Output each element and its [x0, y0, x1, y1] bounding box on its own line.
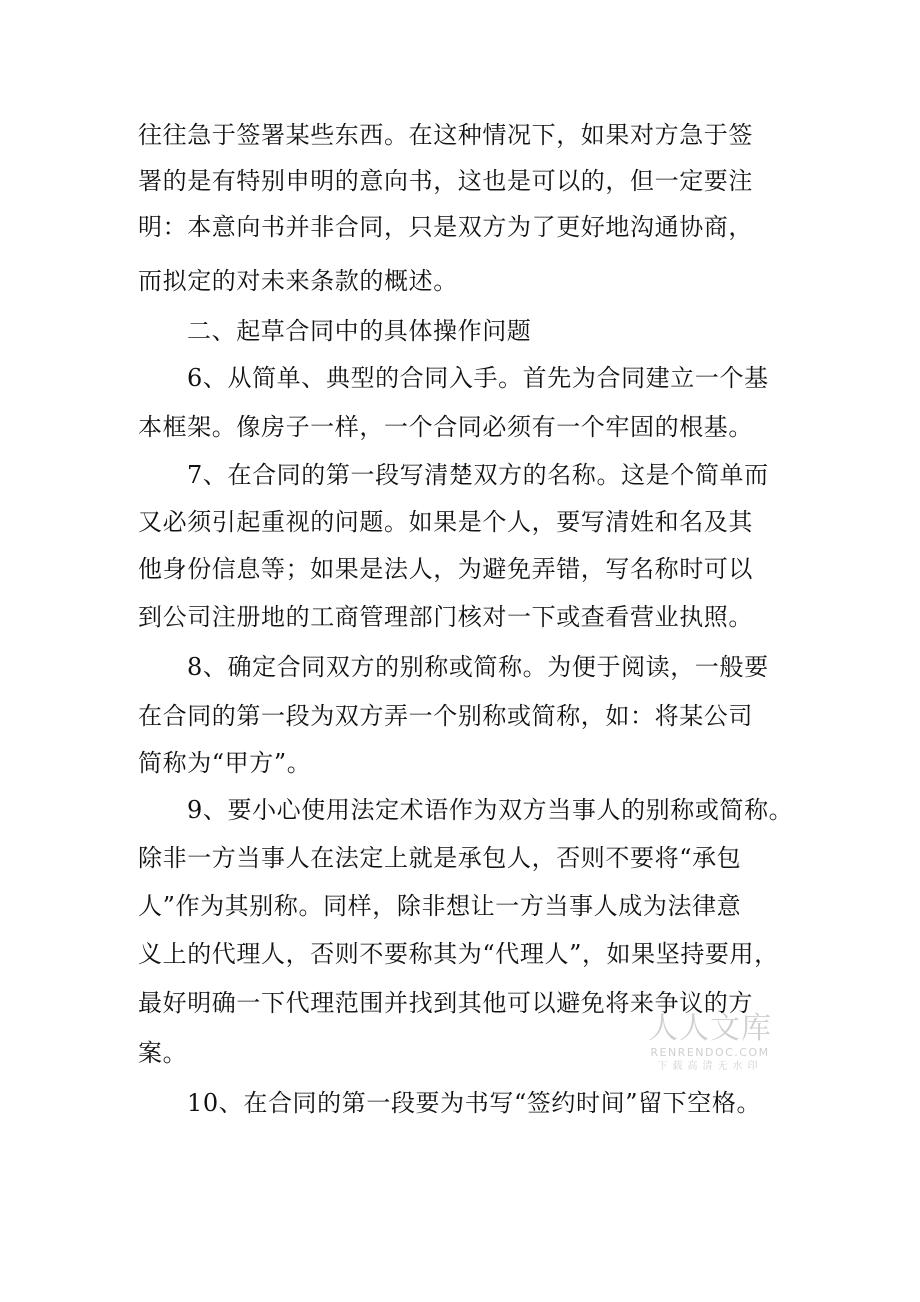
watermark [640, 1012, 780, 1082]
text-line: 6、从简单、典型的合同入手。首先为合同建立一个基 [187, 364, 769, 392]
text-line: 到公司注册地的工商管理部门核对一下或查看营业执照。 [138, 603, 753, 631]
watermark-tagline: 下载高清无水印 [657, 1061, 763, 1072]
text-line: 案。 [138, 1039, 188, 1067]
text-line: 8、确定合同双方的别称或简称。为便于阅读，一般要 [187, 653, 769, 681]
text-line: 最好明确一下代理范围并找到其他可以避免将来争议的方 [138, 989, 753, 1017]
text-line: 而拟定的对未来条款的概述。 [138, 267, 458, 295]
text-line: 9、要小心使用法定术语作为双方当事人的别称或简称。 [187, 796, 794, 824]
watermark-logo-text: 人人文库 [648, 1011, 772, 1046]
text-line: 义上的代理人，否则不要称其为“代理人”，如果坚持要用， [138, 940, 779, 968]
section-heading: 二、起草合同中的具体操作问题 [187, 317, 532, 345]
text-line: 又必须引起重视的问题。如果是个人，要写清姓和名及其 [138, 508, 753, 536]
text-line: 往往急于签署某些东西。在这种情况下，如果对方急于签 [138, 121, 753, 149]
text-line: 署的是有特别申明的意向书，这也是可以的，但一定要注 [138, 167, 753, 195]
text-line: 人”作为其别称。同样，除非想让一方当事人成为法律意 [138, 892, 742, 920]
text-line: 在合同的第一段为双方弄一个别称或简称，如：将某公司 [138, 702, 753, 730]
watermark-url: RENRENDOC.COM [650, 1046, 770, 1059]
text-line: 明：本意向书并非合同，只是双方为了更好地沟通协商， [138, 213, 753, 241]
text-line: 本框架。像房子一样，一个合同必须有一个牢固的根基。 [138, 413, 753, 441]
text-line: 简称为“甲方”。 [138, 749, 312, 777]
text-line: 10、在合同的第一段要为书写“签约时间”留下空格。 [187, 1089, 762, 1117]
text-line: 除非一方当事人在法定上就是承包人，否则不要将“承包 [138, 844, 742, 872]
text-line: 他身份信息等；如果是法人，为避免弄错，写名称时可以 [138, 555, 753, 583]
text-line: 7、在合同的第一段写清楚双方的名称。这是个简单而 [187, 461, 769, 489]
